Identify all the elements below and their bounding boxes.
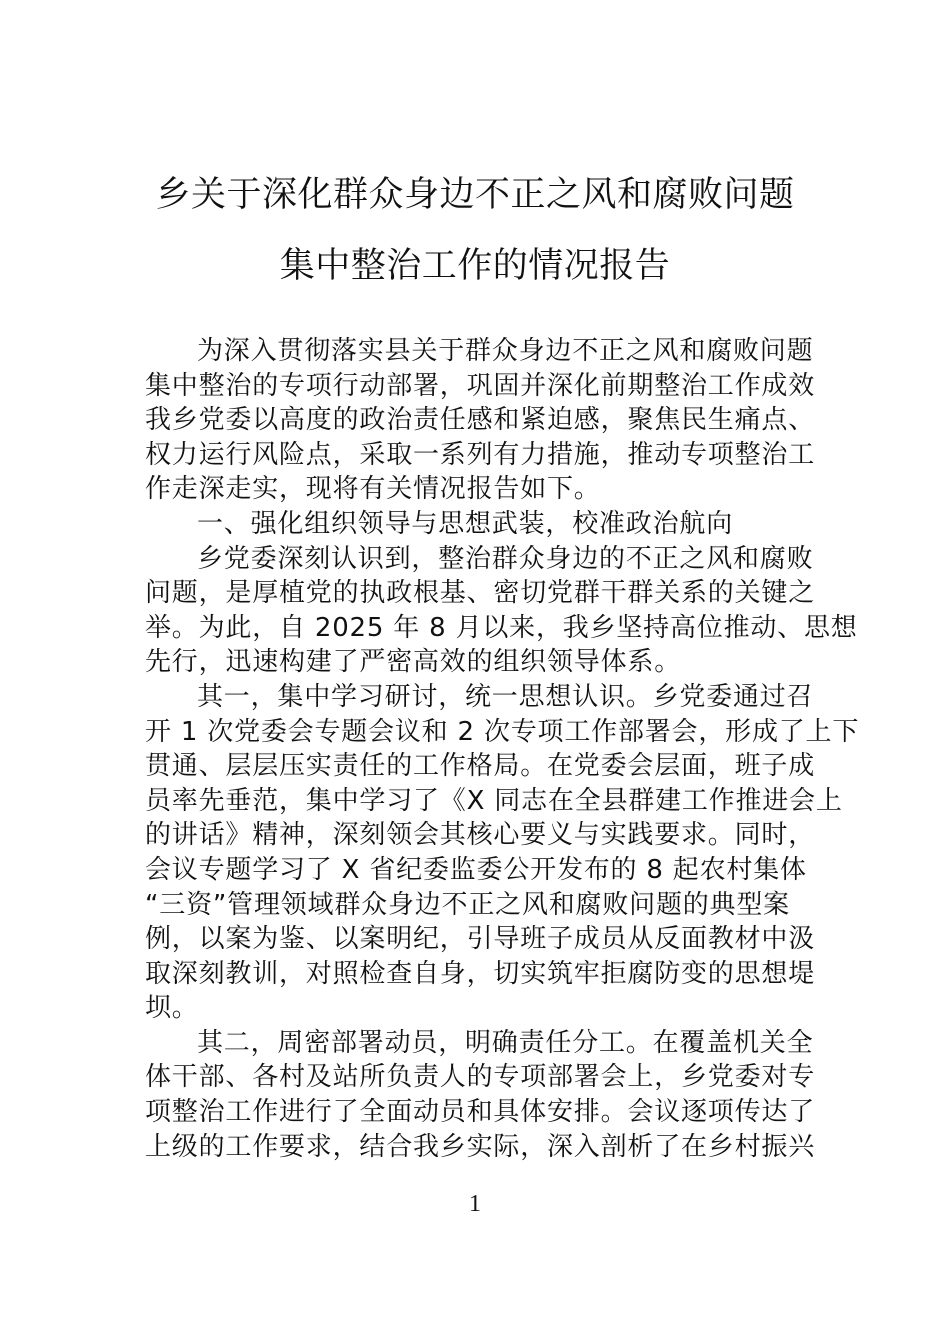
document-title-line-1: 乡关于深化群众身边不正之风和腐败问题	[155, 175, 795, 215]
text-line: 举。为此，自 2025 年 8 月以来，我乡坚持高位推动、思想	[145, 612, 858, 643]
text-line: 取深刻教训，对照检查自身，切实筑牢拒腐防变的思想堤	[145, 958, 816, 989]
text-line: 上级的工作要求，结合我乡实际，深入剖析了在乡村振兴	[145, 1131, 816, 1162]
text-line: 体干部、各村及站所负责人的专项部署会上，乡党委对专	[145, 1062, 816, 1093]
text-line: “三资”管理领域群众身边不正之风和腐败问题的典型案	[145, 889, 790, 920]
text-line: 乡党委深刻认识到，整治群众身边的不正之风和腐败	[197, 543, 814, 574]
page-number: 1	[469, 1191, 481, 1217]
text-line: 一、强化组织领导与思想武装，校准政治航向	[197, 508, 734, 539]
text-line: 先行，迅速构建了严密高效的组织领导体系。	[145, 647, 682, 678]
text-line: 开 1 次党委会专题会议和 2 次专项工作部署会，形成了上下	[145, 716, 860, 747]
text-line: 例，以案为鉴、以案明纪，引导班子成员从反面教材中汲	[145, 924, 816, 955]
text-line: 作走深走实，现将有关情况报告如下。	[145, 474, 601, 505]
text-line: 问题，是厚植党的执政根基、密切党群干群关系的关键之	[145, 578, 816, 609]
text-line: 员率先垂范，集中学习了《X 同志在全县群建工作推进会上	[145, 785, 843, 816]
document-title-line-2: 集中整治工作的情况报告	[279, 246, 671, 286]
text-line: 会议专题学习了 X 省纪委监委公开发布的 8 起农村集体	[145, 854, 807, 885]
text-line: 项整治工作进行了全面动员和具体安排。会议逐项传达了	[145, 1097, 816, 1128]
text-line: 的讲话》精神，深刻领会其核心要义与实践要求。同时，	[145, 820, 816, 851]
text-line: 贯通、层层压实责任的工作格局。在党委会层面，班子成	[145, 751, 816, 782]
text-line: 权力运行风险点，采取一系列有力措施，推动专项整治工	[145, 439, 816, 470]
text-line: 坝。	[145, 993, 199, 1024]
text-line: 其二，周密部署动员，明确责任分工。在覆盖机关全	[197, 1027, 814, 1058]
text-line: 其一，集中学习研讨，统一思想认识。乡党委通过召	[197, 681, 814, 712]
document-body	[145, 334, 860, 1164]
text-line: 为深入贯彻落实县关于群众身边不正之风和腐败问题	[197, 336, 814, 366]
text-line: 集中整治的专项行动部署，巩固并深化前期整治工作成效	[145, 370, 816, 401]
text-line: 我乡党委以高度的政治责任感和紧迫感，聚焦民生痛点、	[145, 405, 816, 436]
